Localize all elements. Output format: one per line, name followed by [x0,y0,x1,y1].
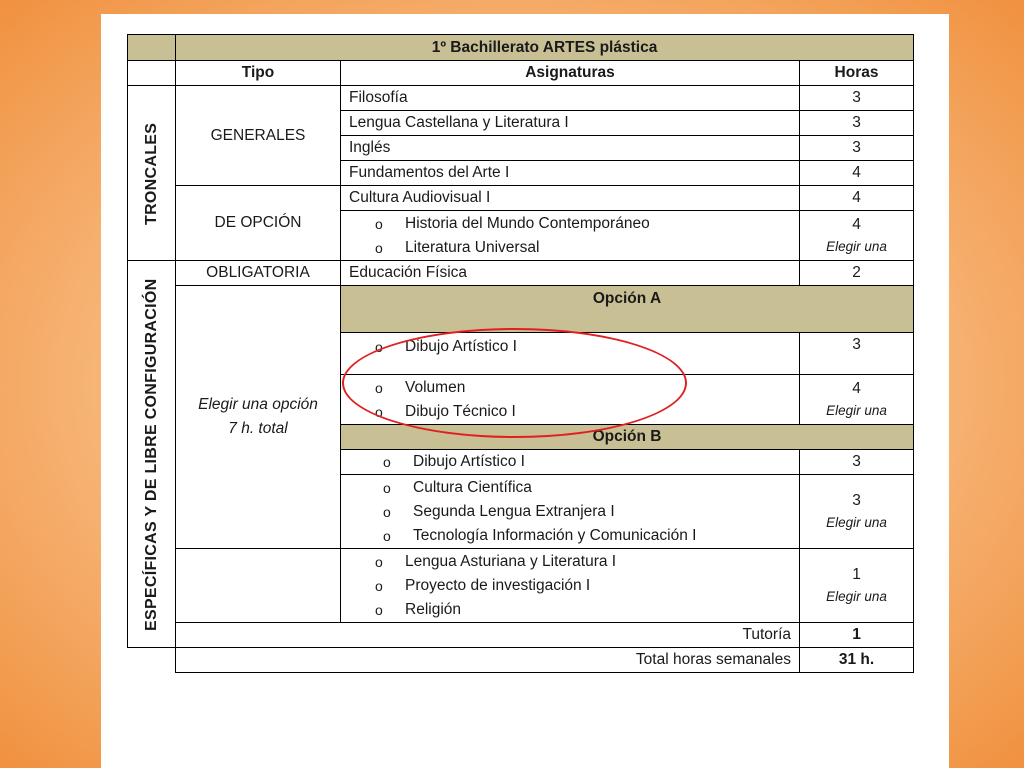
header-tipo: Tipo [176,61,341,86]
subject-cell: Educación Física [341,261,800,286]
table-row [128,261,914,286]
total-label: Total horas semanales [176,648,800,673]
title-row [128,35,914,61]
opcion-a-header: Opción A [341,286,914,333]
especificas-label: ESPECÍFICAS Y DE LIBRE CONFIGURACIÓN [128,261,176,648]
eleccion-line1: Elegir una opción [198,396,318,413]
table-row [128,86,914,111]
table-title: 1º Bachillerato ARTES plástica [176,35,914,61]
eleccion-line2: 7 h. total [228,420,288,437]
empty-tipo-cell [176,549,341,623]
subject-cell: Cultura Audiovisual I [341,186,800,211]
subject-cell: Inglés [341,136,800,161]
table-row [128,186,914,211]
hours-cell: 3 [800,86,914,111]
table-row [128,286,914,333]
hours-cell: 3 [800,136,914,161]
list-item: o Cultura Científica [383,476,799,500]
list-item: o Dibujo Artístico I [375,335,799,359]
subject-cell: Fundamentos del Arte I [341,161,800,186]
list-item: o Dibujo Técnico I [375,400,799,424]
list-item: o Historia del Mundo Contemporáneo [375,212,799,236]
list-item: o Literatura Universal [375,236,799,260]
hours-cell [800,375,914,425]
hours-cell: 4 [800,161,914,186]
choice-list [341,212,799,260]
hours-cell: 3 [800,333,914,375]
list-item: o Segunda Lengua Extranjera I [383,500,799,524]
header-row [128,61,914,86]
schedule-table [127,34,914,673]
table-row [128,549,914,623]
list-item: o Dibujo Artístico I [383,450,799,474]
tutoria-row [128,623,914,648]
option-list [341,450,799,474]
choice-note: Elegir una [826,402,887,418]
header-horas: Horas [800,61,914,86]
option-list [341,476,799,548]
list-item: o Proyecto de investigación I [375,574,799,598]
troncales-label: TRONCALES [128,86,176,261]
hours-cell: 2 [800,261,914,286]
choice-note: Elegir una [826,514,887,530]
obligatoria-tipo: OBLIGATORIA [176,261,341,286]
choice-note: Elegir una [826,238,887,254]
hours-cell [800,549,914,623]
list-item: o Tecnología Información y Comunicación I [383,524,799,548]
option-list [341,335,799,359]
hours-value: 3 [852,491,861,509]
eleccion-cell [176,286,341,549]
subject-cell: Filosofía [341,86,800,111]
tutoria-hours: 1 [800,623,914,648]
hours-value: 1 [852,565,861,583]
tutoria-label: Tutoría [176,623,800,648]
title-corner-cell [128,35,176,61]
list-item: o Volumen [375,376,799,400]
option-list [341,376,799,424]
hours-cell: 3 [800,450,914,475]
option-list [341,550,799,622]
hours-cell: 3 [800,111,914,136]
header-empty-cell [128,61,176,86]
list-item: o Religión [375,598,799,622]
hours-value: 4 [852,215,861,233]
total-hours: 31 h. [800,648,914,673]
hours-cell [800,475,914,549]
subject-cell: Lengua Castellana y Literatura I [341,111,800,136]
hours-cell [800,211,914,261]
total-spacer [128,648,176,673]
generales-tipo: GENERALES [176,86,341,186]
choice-note: Elegir una [826,588,887,604]
opcion-tipo: DE OPCIÓN [176,186,341,261]
header-asignaturas: Asignaturas [341,61,800,86]
total-row [128,648,914,673]
opcion-b-header: Opción B [341,425,914,450]
hours-value: 4 [852,379,861,397]
list-item: o Lengua Asturiana y Literatura I [375,550,799,574]
hours-cell: 4 [800,186,914,211]
